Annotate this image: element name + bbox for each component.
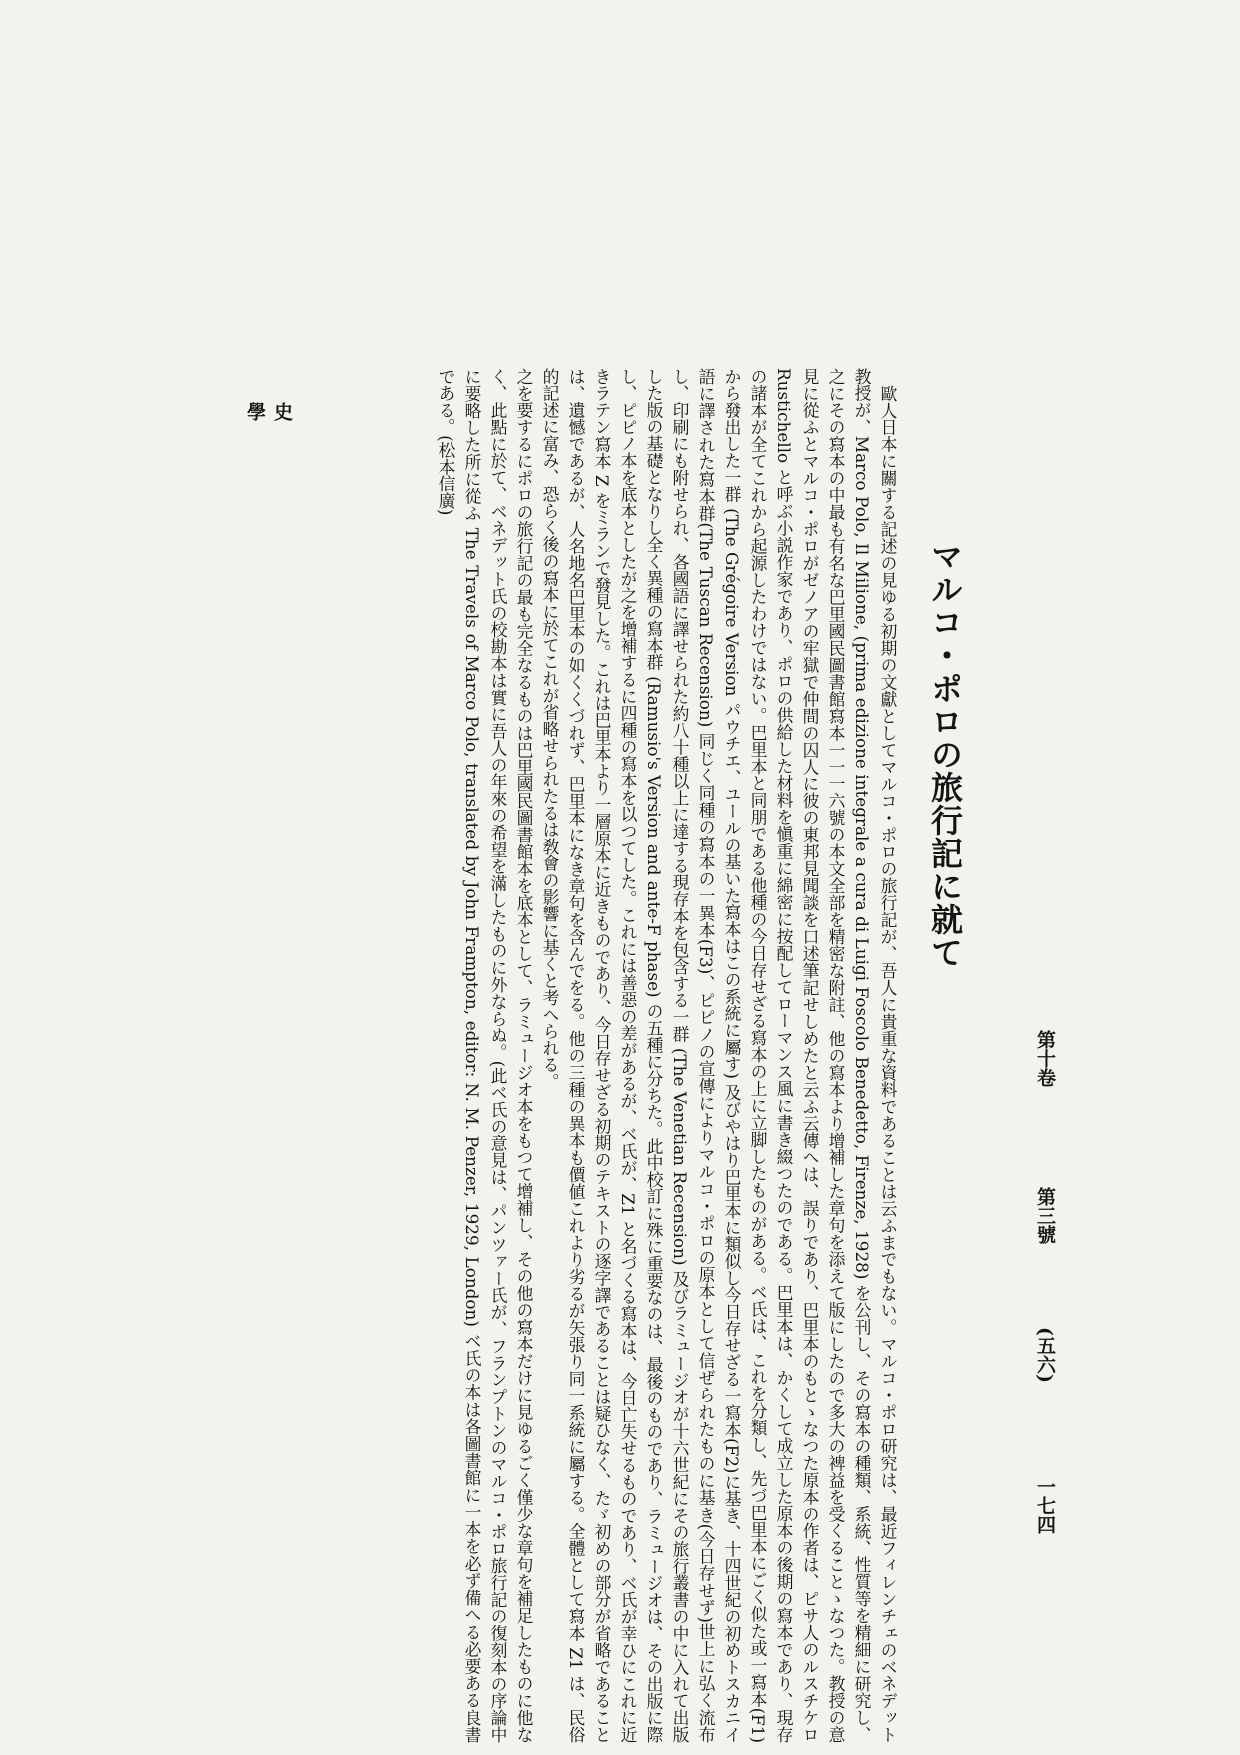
body-paragraph-1: 歐人日本に關する記述の見ゆる初期の文獻としてマルコ・ポロの旅行記が、吾人に貴重な資料であることは云ふまでもない。マルコ・ポロ研究は、最近フィレンチェのベネデット教授が、Marco Polo, Il Milione, (prima edizione integrale a cura di Luigi Foscolo Benedetto, Firenze, 1928) を公刊し、その寫本の種類、系統、性質等を精細に研究し、之にその寫本の中最も有名な巴里國民圖書館寫本一一一六號の本文全部を精密な附註、他の寫本より增補した章句を添えて版にしたので多大の裨益を受くることゝなつた。教授の意見に從ふとマルコ・ポロがゼノアの牢獄で仲間の囚人に彼の東邦見聞談を口述筆記せしめたと云ふ云傳へは、誤りであり、巴里本のもとゝなつた原本の作者は、ピサ人のルスチケロ Rustichello と呼ぶ小説作家であり、ポロの供給した材料を愼重に綿密に按配してローマンス風に書き綴つたのである。巴里本は、かくして成立した原本の後期の寫本であり、現存の諸本が全てこれから起源したわけではない。巴里本と同朋である他種の今日存せざる寫本の上に立脚したものがある。ベ氏は、これを分類し、先づ巴里本にごく似た或一寫本(F1)から發出した一群 (The Grégoire Version パウチエ、ユールの基いた寫本はこの系統に屬す) 及びやはり巴里本に類似し今日存せざる一寫本(F2)に基き、十四世紀の初めトスカニイ語に譯された寫本群(The Tuscan Recension) 同じく同種の寫本の一異本(F3)、ピピノの宣傳によりマルコ・ポロの原本として信ぜられたものに基き(今日存せず)世上に弘く流布し、印刷にも附せられ、各國語に譯せられた約八十種以上に達する現存本を包含する一群 (The Venetian Recension) 及びラミュージオが十六世紀にその旅行叢書の中に入れて出版した版の基礎となりし全く異種の寫本群 (Ramusio's Version and ante-F phase) の五種に分ちた。此中校訂に殊に重要なのは、最後のものであり、ラミュージオは、その出版に際し、ピピノ本を底本としたが之を增補するに四種の寫本を以つてした。これには善惡の差があるが、ベ氏が、Z1 と名づくる寫本は、今日亡失せるものであり、ベ氏が幸ひにこれに近きラテン寫本 Z をミランで發見した。これは巴里本より一層原本に近きものであり、今日存せざる初期のテキストの逐字譯であることは疑ひなく、たゞ初めの部分が省略であることは、遺憾であるが、人名地名巴里本の如くくづれず、巴里本になき章句を含んでをる。他の三種の異本も價値これより劣るが矢張り同一系統に屬する。全體として寫本 Z1 は、民俗的記述に富み、恐らく後の寫本に於てこれが省略せられたるは敎會の影響に基くと考へられる。 bbox=[540, 368, 898, 1743]
article-title: マルコ・ポロの旅行記に就て bbox=[926, 540, 964, 969]
issue-label: 第三號 bbox=[1034, 1187, 1056, 1244]
volume-label: 第十卷 bbox=[1034, 1030, 1056, 1087]
body-paragraph-2: 之を要するにポロの旅行記の最も完全なるものは巴里國民圖書館本を底本として、ラミュージオ本をもつて增補し、その他の寫本だけに見ゆるごく僅少な章句を補足したものに他なく、此點に於て、ベネデット氏の校勘本は實に吾人の年來の希望を滿したものに外ならぬ。(此ベ氏の意見は、パンツァー氏が、フランプトンのマルコ・ポロ旅行記の復刻本の序論中に要略した所に從ふ The Travels of Marco Polo, translated by John Frampton, editor: N. M. Penzer, 1929, London) ベ氏の本は各圖書館に一本を必ず備へる必要ある良書である。(松本信廣) bbox=[436, 368, 534, 1743]
journal-title-char-1: 史 bbox=[271, 402, 293, 421]
journal-title-char-2: 學 bbox=[244, 402, 266, 421]
issue-number: (五六) bbox=[1034, 1327, 1056, 1383]
article-body bbox=[181, 368, 901, 1743]
page-number: 一七四 bbox=[1034, 1477, 1056, 1534]
